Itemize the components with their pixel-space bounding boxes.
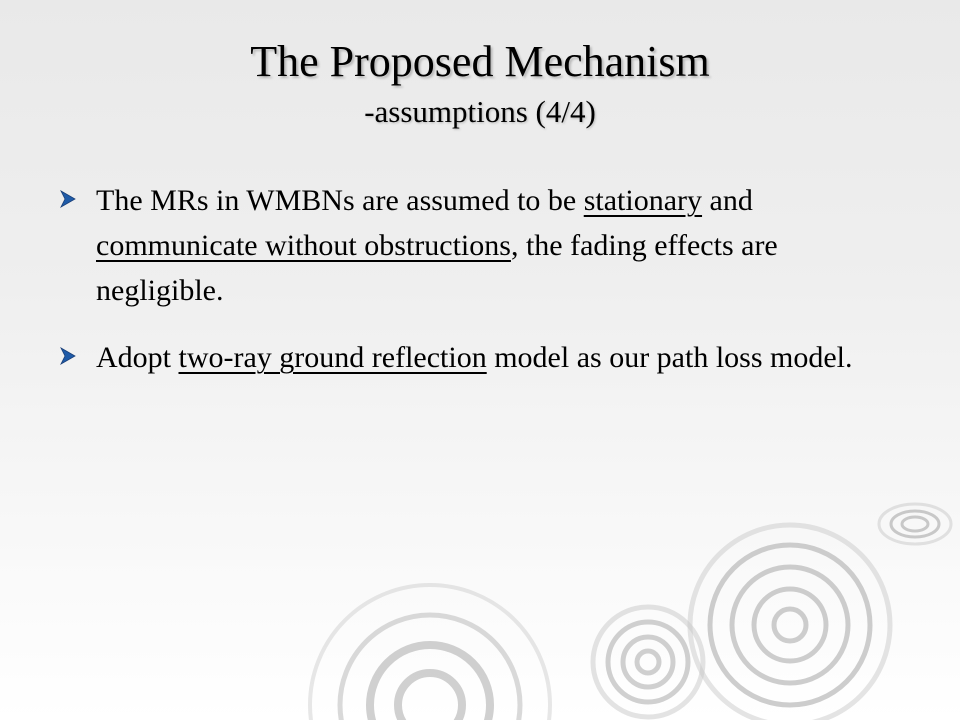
bullet-list (60, 178, 860, 402)
text-run: Adopt (96, 341, 179, 374)
text-run: model as our path loss model. (486, 341, 853, 374)
underlined-term: two-ray ground reflection (178, 341, 487, 374)
title-block (0, 37, 960, 129)
underlined-term: stationary (583, 184, 703, 217)
slide-title: The Proposed Mechanism (250, 37, 710, 86)
ripple-middle (593, 607, 703, 717)
ripple-large (690, 525, 890, 720)
arrowhead-bullet-icon (60, 335, 96, 370)
bullet-item (60, 335, 860, 380)
underlined-term: communicate without obstructions (96, 229, 511, 262)
text-run: The MRs in WMBNs are assumed to be (96, 184, 584, 217)
arrowhead-bullet-icon (60, 178, 96, 213)
slide-subtitle: -assumptions (4/4) (364, 94, 596, 129)
text-run: , the fading effects are negligible. (96, 229, 778, 307)
ripple-bottom (310, 585, 550, 720)
ripple-small (879, 504, 951, 544)
bullet-text (96, 178, 860, 313)
bullet-text (96, 335, 853, 380)
text-run: and (702, 184, 753, 217)
bullet-item (60, 178, 860, 313)
